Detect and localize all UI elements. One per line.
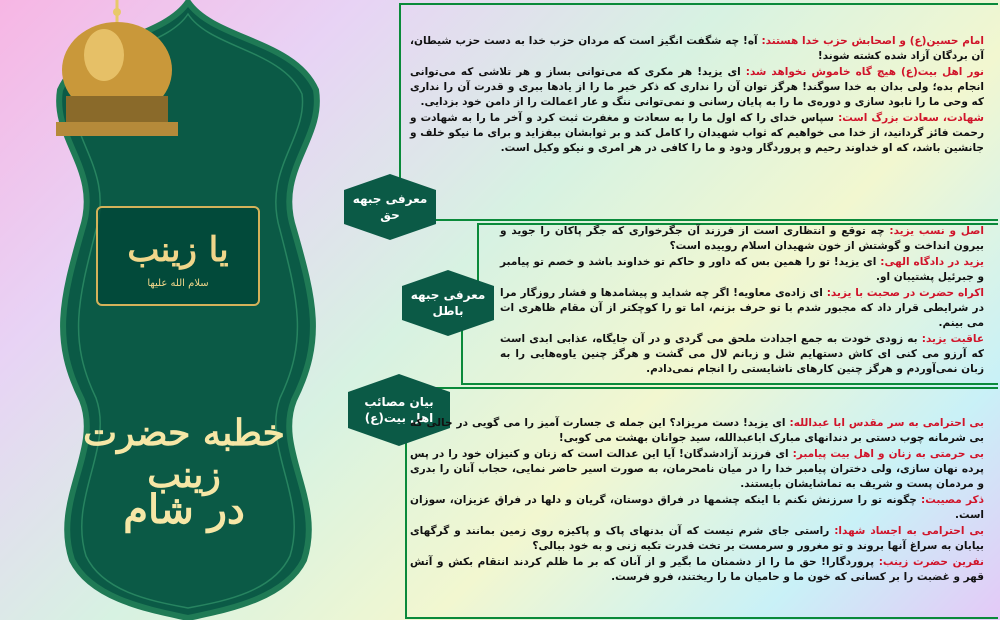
paragraph-heading: بی احترامی به اجساد شهدا: bbox=[834, 525, 984, 537]
section-label-text: معرفی جبهه باطل bbox=[410, 288, 486, 318]
poster-subtitle: در شام bbox=[123, 486, 245, 533]
paragraph bbox=[500, 255, 984, 285]
paragraph-heading: بی احترامی به سر مقدس ابا عبدالله: bbox=[789, 417, 984, 429]
paragraph-heading: اکراه حضرت در صحبت با یزید: bbox=[826, 287, 984, 299]
paragraph-heading: ذکر مصیبت: bbox=[921, 494, 984, 506]
paragraph bbox=[500, 332, 984, 377]
paragraph bbox=[410, 65, 984, 110]
paragraph-body: به زودی خودت به جمع اجدادت ملحق می گردی و در آن جایگاه، عذابی ابدی است که آرزو می کنی ای کاش دستهایم شل و زبانم لال می گشت و هرگز چنین یاوه‌هایی را به زبان نمی‌آوردم و هرگز چنین کارهای ناشایستی را انجام نمی‌دادم. bbox=[500, 333, 984, 375]
paragraph-body: چه توقع و انتظاری است از فرزند آن جگرخواری که جگر پاکان را جوید و بیرون انداخت و گوشتش از خون شهیدان اسلام رو‌ییده است؟ bbox=[500, 225, 984, 252]
paragraph bbox=[410, 34, 984, 64]
paragraph-body: راستی جای شرم نیست که آن بدنهای پاک و پاکیزه روی زمین بمانند و گرگهای بیابان به سراغ آنها بروند و تو مغرور و سرمست بر تخت قدرت تکیه زنی و به خود ببالی؟ bbox=[410, 525, 984, 552]
paragraph bbox=[410, 493, 984, 523]
paragraph-body: ای زاده‌ی معاویه! اگر چه شداید و پیشامدها و فشار روزگار مرا در شرایطی قرار داد که مجبور شدم با تو حرف بزنم، اما تو را کوچکتر از آن مقام ظاهری ات می بینم. bbox=[500, 287, 984, 329]
paragraph-heading: عاقبت یزید: bbox=[921, 333, 984, 345]
paragraph-heading: بی حرمتی به زنان و اهل بیت پیامبر: bbox=[792, 448, 984, 460]
paragraph-body: پروردگارا! حق ما را از دشمنان ما بگیر و از آنان که بر ما ظلم کردند انتقام بکش و آتش قهر و غضبت را بر کسانی که خون ما و حامیان ما را ریختند، فرو فرست. bbox=[410, 556, 984, 583]
banner-subtext: سلام الله علیها bbox=[147, 278, 209, 289]
paragraph-body: ای یزید! هر مکری که می‌توانی بساز و هر تلاشی که می‌توانی انجام بده؛ ولی بدان به خدا سوگند! هرگز توان آن را نداری که ذکر خیر ما را از یادها ببری و قدرت آن را نداری که وحی ما را نابود سازی و دوره‌ی ما را به پایان رسانی و نمی‌توانی ننگ و عار اعمالت را از دامن خود بزدایی. bbox=[410, 66, 984, 108]
paragraph-heading: نفرین حضرت زینب: bbox=[878, 556, 984, 568]
section-masaeb-text bbox=[410, 416, 984, 586]
section-label-batel bbox=[398, 268, 498, 338]
name-banner bbox=[96, 206, 260, 306]
paragraph-body: ای فرزند آزادشدگان! آیا این عدالت است که زنان و کنیزان خود را در پس پرده نهان سازی، ولی دختران پیامبر خدا را در میان نامحرمان، به صورت اسیر حاضر نمایی، حجاب آنان را بدری و مردمان پست و شریف به تماشایشان بایستند. bbox=[410, 448, 984, 490]
section-batel-text bbox=[500, 224, 984, 378]
paragraph-heading: شهادت، سعادت بزرگ است: bbox=[838, 112, 984, 124]
paragraph bbox=[410, 416, 984, 446]
section-label-text: معرفی جبهه حق bbox=[352, 192, 428, 222]
paragraph-body: چگونه تو را سرزنش نکنم با اینکه چشمها در فراق دوستان، گریان و دلها در فراق عزیزان، سوزان است. bbox=[410, 494, 984, 521]
shrine-dome-icon bbox=[42, 0, 192, 140]
paragraph bbox=[500, 286, 984, 331]
paragraph-heading: اصل و نسب یزید: bbox=[889, 225, 984, 237]
banner-calligraphy: یا زینب bbox=[127, 230, 229, 270]
paragraph-heading: نور اهل بیت(ع) هیچ گاه خاموش نخواهد شد: bbox=[745, 66, 984, 78]
paragraph-body: ای یزید! دست مریزاد؟ این جمله ی جسارت آمیز را می گویی در حالی که بی شرمانه چوب دستی بر دندانهای مبارک اباعبدالله، سید جوانان بهشت می کوبی! bbox=[410, 417, 984, 444]
paragraph bbox=[410, 555, 984, 585]
paragraph-body: ای یزید! تو را همین بس که داور و حاکم تو خداوند باشد و خصم تو پیامبر و جبرئیل پشتیبان او. bbox=[500, 256, 984, 283]
paragraph-body: سپاس خدای را که اول ما را به سعادت و مغفرت ثبت کرد و آخر ما را به شهادت و رحمت فائز گردانید، از خدا می خواهیم که ثواب شهیدان را کامل کند و بر ثوابشان بیفزاید و برای ما نیکو خلف و جانشین باشد، که او خداوند رحیم و پروردگار ودود و ما را کافی در هر امری و نیکو وکیل است. bbox=[410, 112, 984, 154]
paragraph-heading: یزید در دادگاه الهی: bbox=[880, 256, 984, 268]
paragraph bbox=[410, 524, 984, 554]
paragraph bbox=[410, 447, 984, 492]
paragraph-body: آه! چه شگفت انگیز است که مردان حزب خدا به دست حزب شیطان، آن بردگان آزاد شده کشته شوند! bbox=[410, 35, 984, 62]
paragraph bbox=[500, 224, 984, 254]
section-label-haq bbox=[340, 172, 440, 242]
section-haq-text bbox=[410, 34, 984, 157]
paragraph-heading: امام حسین(ع) و اصحابش حزب خدا هستند: bbox=[761, 35, 984, 47]
paragraph bbox=[410, 111, 984, 156]
section-label-text: بیان مصائب اهل بیت(ع) bbox=[364, 395, 434, 425]
poster-title: خطبه حضرت زینب bbox=[83, 412, 285, 496]
